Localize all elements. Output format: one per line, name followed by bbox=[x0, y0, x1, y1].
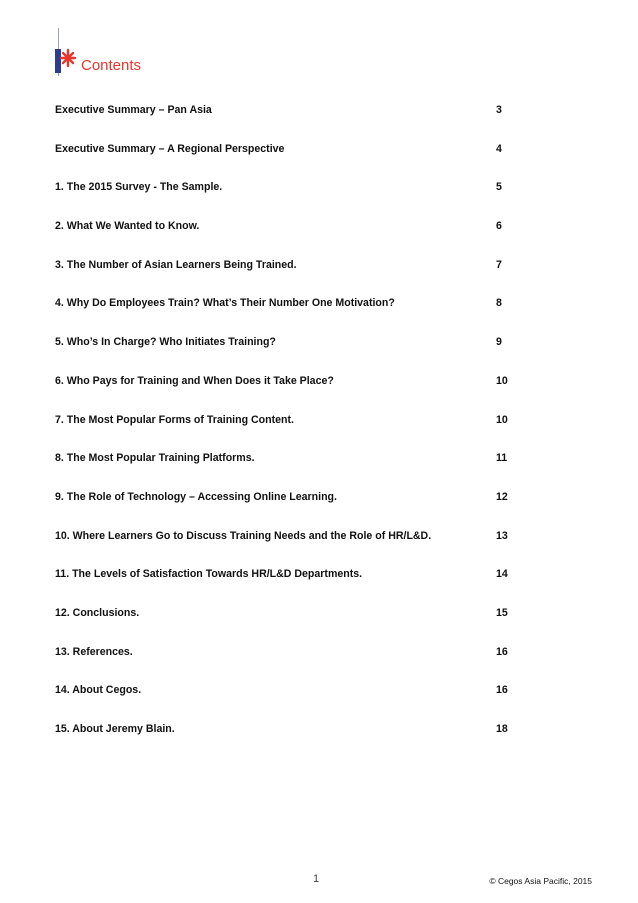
toc-entry-title: 12. Conclusions. bbox=[55, 606, 140, 619]
toc-entry-page: 16 bbox=[496, 645, 508, 658]
toc-entry-title: Executive Summary – A Regional Perspective bbox=[55, 142, 285, 155]
toc-entry[interactable] bbox=[55, 452, 515, 491]
toc-entry[interactable] bbox=[55, 723, 515, 762]
toc-entry[interactable] bbox=[55, 104, 515, 143]
toc-entry-page: 10 bbox=[496, 374, 508, 387]
page-number: 1 bbox=[313, 873, 320, 885]
toc-entry-page: 9 bbox=[496, 336, 502, 349]
toc-entry[interactable] bbox=[55, 220, 515, 259]
toc-entry-title: 11. The Levels of Satisfaction Towards HR/L&D Departments. bbox=[55, 568, 363, 581]
toc-entry-page: 8 bbox=[496, 297, 502, 310]
toc-entry-title: 9. The Role of Technology – Accessing Online Learning. bbox=[55, 490, 337, 503]
toc-entry-page: 13 bbox=[496, 529, 508, 542]
toc-entry-title: 5. Who’s In Charge? Who Initiates Training? bbox=[55, 336, 276, 349]
toc-entry[interactable] bbox=[55, 297, 515, 336]
toc-entry[interactable] bbox=[55, 259, 515, 298]
toc-entry[interactable] bbox=[55, 414, 515, 453]
toc-entry-title: 6. Who Pays for Training and When Does it Take Place? bbox=[55, 374, 334, 387]
toc-entry-page: 6 bbox=[496, 220, 502, 233]
toc-entry-title: 14. About Cegos. bbox=[55, 684, 142, 697]
toc-entry-page: 18 bbox=[496, 723, 508, 735]
toc-entry-page: 3 bbox=[496, 104, 502, 116]
toc-entry-page: 12 bbox=[496, 490, 508, 503]
toc-entry-title: 13. References. bbox=[55, 645, 133, 658]
toc-entry-page: 7 bbox=[496, 258, 502, 271]
cegos-logo-icon bbox=[54, 28, 76, 76]
toc-entry[interactable] bbox=[55, 646, 515, 685]
page-title: Contents bbox=[81, 57, 142, 74]
toc-entry[interactable] bbox=[55, 491, 515, 530]
toc-entry-title: 1. The 2015 Survey - The Sample. bbox=[55, 181, 223, 194]
toc-entry-page: 15 bbox=[496, 606, 508, 619]
toc-entry-title: 10. Where Learners Go to Discuss Training Needs and the Role of HR/L&D. bbox=[55, 529, 432, 542]
toc-entry-title: 8. The Most Popular Training Platforms. bbox=[55, 452, 255, 465]
toc-entry-page: 10 bbox=[496, 413, 508, 426]
toc-entry[interactable] bbox=[55, 375, 515, 414]
toc-entry-title: 4. Why Do Employees Train? What’s Their Number One Motivation? bbox=[55, 297, 395, 310]
toc-entry-title: 15. About Jeremy Blain. bbox=[55, 723, 175, 735]
toc-entry-page: 16 bbox=[496, 684, 508, 697]
toc-entry[interactable] bbox=[55, 684, 515, 723]
toc-entry[interactable] bbox=[55, 530, 515, 569]
toc-entry[interactable] bbox=[55, 181, 515, 220]
toc-entry-page: 14 bbox=[496, 568, 508, 581]
toc-entry[interactable] bbox=[55, 607, 515, 646]
toc-entry-title: 3. The Number of Asian Learners Being Trained. bbox=[55, 258, 297, 271]
toc-entry[interactable] bbox=[55, 568, 515, 607]
toc-entry-title: 2. What We Wanted to Know. bbox=[55, 220, 200, 233]
toc-entry-page: 11 bbox=[496, 452, 508, 465]
toc-entry[interactable] bbox=[55, 336, 515, 375]
toc-entry-page: 5 bbox=[496, 181, 502, 194]
toc-entry-title: Executive Summary – Pan Asia bbox=[55, 104, 212, 116]
toc-entry-page: 4 bbox=[496, 142, 502, 155]
copyright-notice: © Cegos Asia Pacific, 2015 bbox=[489, 876, 592, 886]
toc-entry-title: 7. The Most Popular Forms of Training Content. bbox=[55, 413, 294, 426]
table-of-contents bbox=[55, 104, 515, 762]
toc-entry[interactable] bbox=[55, 143, 515, 182]
